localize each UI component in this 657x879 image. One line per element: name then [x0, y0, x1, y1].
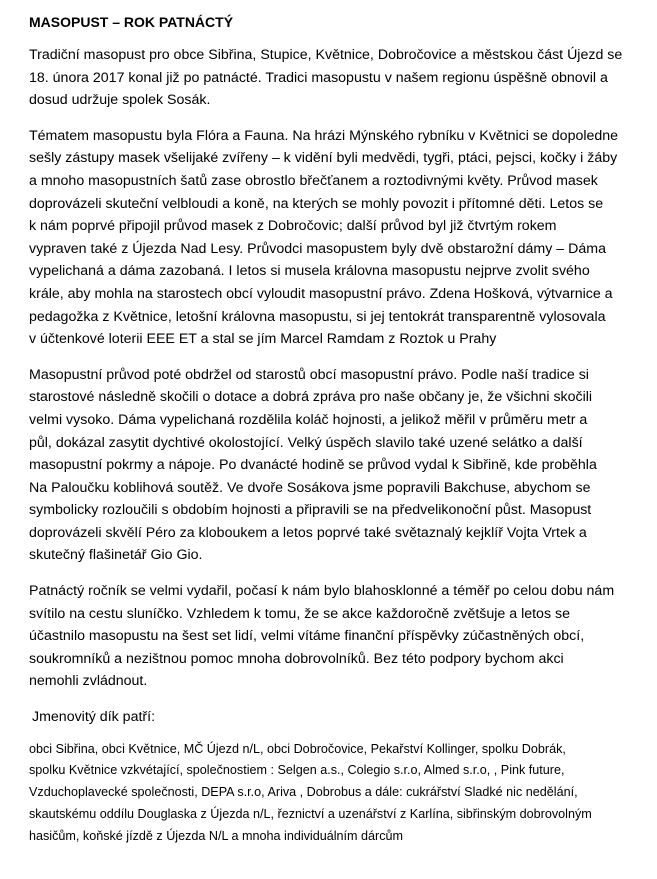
- paragraph-summary: Patnáctý ročník se velmi vydařil, počasí k nám bylo blahosklonné a téměř po celou dobu nám svítilo na cestu sluníčko. Vzhledem k tomu, že se akce každoročně zvětšuje a letos se účastnilo masopustu na šest set lidí, velmi vítáme finanční příspěvky zúčastněných obcí, soukromníků a nezištnou pomoc mnoha dobrovolníků. Bez této podpory bychom akci nemohli zvládnout.: [29, 583, 615, 690]
- thanks-heading: Jmenovitý dík patří:: [32, 709, 156, 726]
- paragraph-theme: Tématem masopustu byla Flóra a Fauna. Na hrázi Mýnského rybníku v Květnici se dopoledne sešly zástupy masek všelijaké zvířeny – k vidění byli medvědi, tygři, ptáci, pejsci, kočky i žáby a mnoho masopustních šatů zase obrostlo břečťanem a roztodivnými květy. Průvod masek doprovázeli skuteční velbloudi a koně, na kterých se mohly povozit i přítomné děti. Letos se k nám poprvé připojil průvod masek z Dobročovic; další průvod byl již čtvrtým rokem vypraven také z Újezda Nad Lesy. Průvodci masopustem byly dvě obstarožní dámy – Dáma vypelichaná a dáma zazobaná. I letos si musela královna masopustu nejprve zvolit svého krále, aby mohla na starostech obcí vyloudit masopustní právo. Zdena Hošková, výtvarnice a pedagožka z Květnice, letošní královna masopustu, si jej tentokrát transparentně vylosovala v účtenkové loterii EEE ET a stal se jím Marcel Ramdam z Roztok u Prahy: [29, 127, 619, 348]
- paragraph-procession: Masopustní průvod poté obdržel od starostů obcí masopustní právo. Podle naší tradice si starostové následně skočili o dotace a dobrá zpráva pro naše občany je, že všichni skočili velmi vysoko. Dáma vypelichaná rozdělila koláč hojnosti, a jelikož měřil v průměru metr a půl, dokázal zasytit dychtivé okolostojící. Velký úspěch slavilo také uzené selátko a další masopustní pokrmy a nápoje. Po dvanácté hodině se průvod vydal k Sibřině, kde proběhla Na Paloučku koblihová soutěž. Ve dvoře Sosákova jsme popravili Bakchuse, abychom se symbolicky rozloučili s obdobím hojnosti a připravili se na předvelikonoční půst. Masopust doprovázeli skvělí Péro za kloboukem a letos poprvé také světaznalý kejklíř Vojta Vrtek a skutečný flašinetář Gio Gio.: [29, 366, 597, 564]
- document-page: [29, 12, 641, 848]
- paragraph-intro: Tradiční masopust pro obce Sibřina, Stupice, Květnice, Dobročovice a městskou část Újezd se 18. února 2017 konal již po patnácté. Tradici masopustu v našem regionu úspěšně obnovil a dosud udržuje spolek Sosák.: [29, 47, 623, 109]
- thanks-list: obci Sibřina, obci Květnice, MČ Újezd n/L, obci Dobročovice, Pekařství Kollinger, spolku Dobrák, spolku Květnice vzkvétající, společnostiem : Selgen a.s., Colegio s.r.o, Almed s.r.o, , Pink future, Vzduchoplavecké společnosti, DEPA s.r.o, Ariva , Dobrobus a dále: cukrářství Sladké nic nedělání, skautskému oddílu Douglaska z Újezda n/L, řeznictví a uzenářství z Karlína, sibřinským dobrovolným hasičům, koňské jízdě z Újezda N/L a mnoha individuálním dárcům: [29, 741, 592, 843]
- document-title: MASOPUST – ROK PATNÁCTÝ: [29, 14, 234, 30]
